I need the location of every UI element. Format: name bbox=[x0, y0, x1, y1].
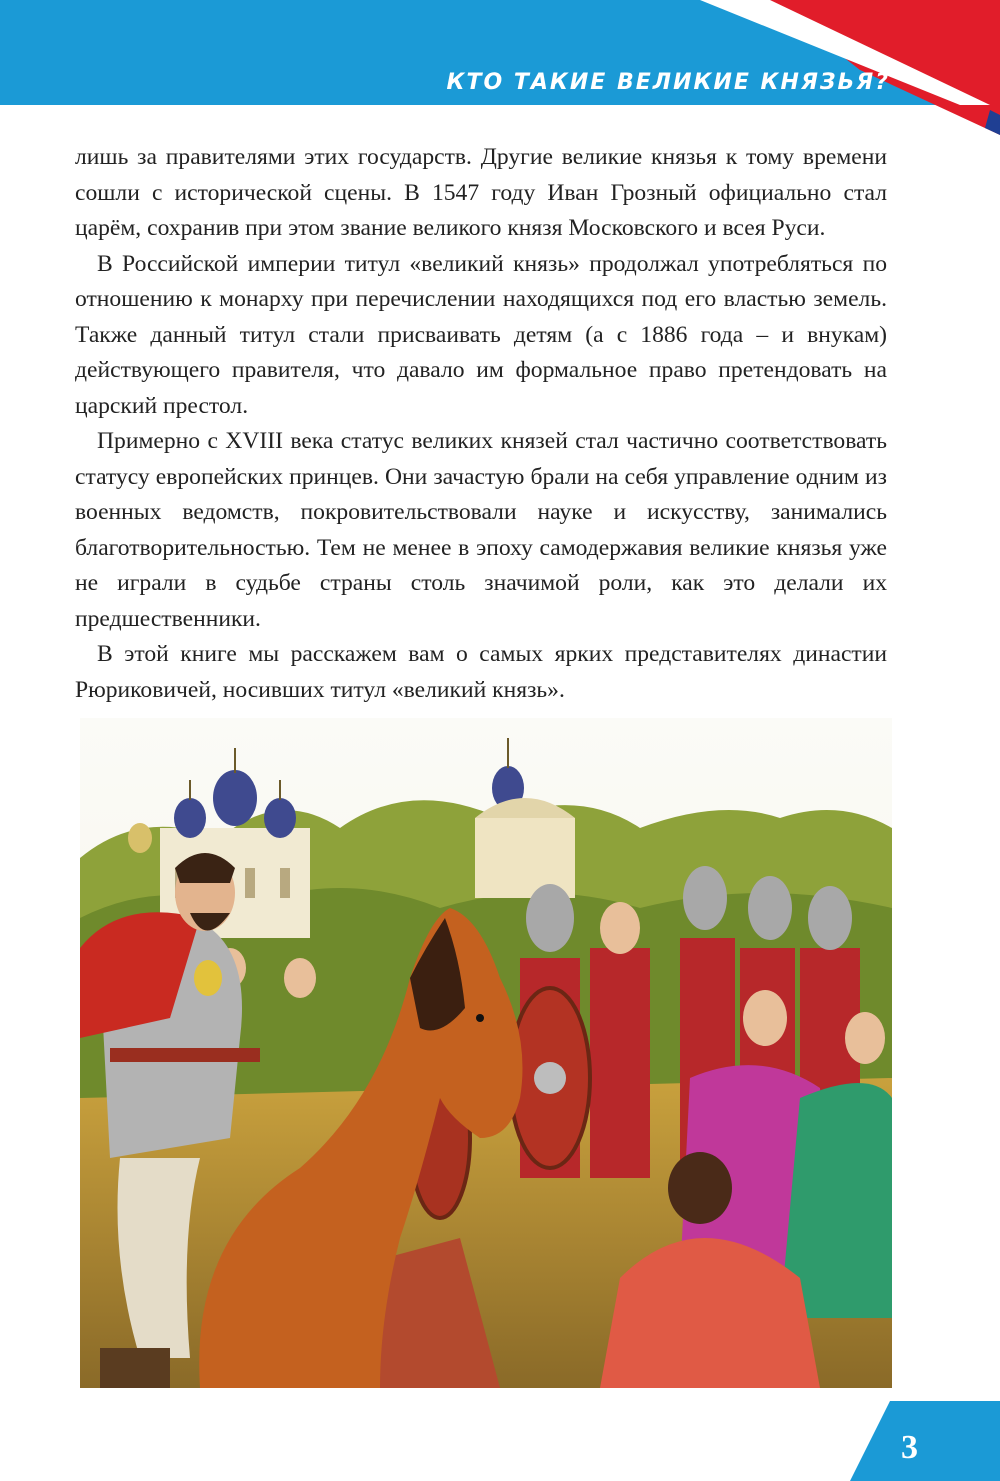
body-text bbox=[75, 140, 887, 708]
section-title: КТО ТАКИЕ ВЕЛИКИЕ КНЯЗЬЯ? bbox=[446, 70, 890, 95]
paragraph-2: В Российской империи титул «великий князь» продолжал употребляться по отношению к монарху при перечислении находящихся под его властью земель. Также данный титул стали присваивать детям (а с 1886 года – и внукам) действующего правителя, что давало им формальное право претендовать на царский престол. bbox=[75, 250, 887, 419]
paragraph-1: лишь за правителями этих государств. Другие великие князья к тому времени сошли с исторической сцены. В 1547 году Иван Грозный официально стал царём, сохранив при этом звание великого князя Московского и всея Руси. bbox=[75, 144, 887, 241]
paragraph-3: Примерно с XVIII века статус великих князей стал частично соответствовать статусу европейских принцев. Они зачастую брали на себя управление одним из военных ведомств, покровительствовали науке и искусству, занимались благотворительностью. Тем не менее в эпоху самодержавия великие князья уже не играли в судьбе страны столь значимой роли, как это делали их предшественники. bbox=[75, 428, 887, 632]
header-flag-band bbox=[0, 0, 1000, 135]
page-number: 3 bbox=[901, 1429, 918, 1466]
paragraph-4: В этой книге мы расскажем вам о самых ярких представителях династии Рюриковичей, носивших титул «великий князь». bbox=[75, 641, 887, 703]
page-number-band bbox=[850, 1401, 1000, 1481]
illustration-prince-on-horse bbox=[80, 718, 892, 1388]
